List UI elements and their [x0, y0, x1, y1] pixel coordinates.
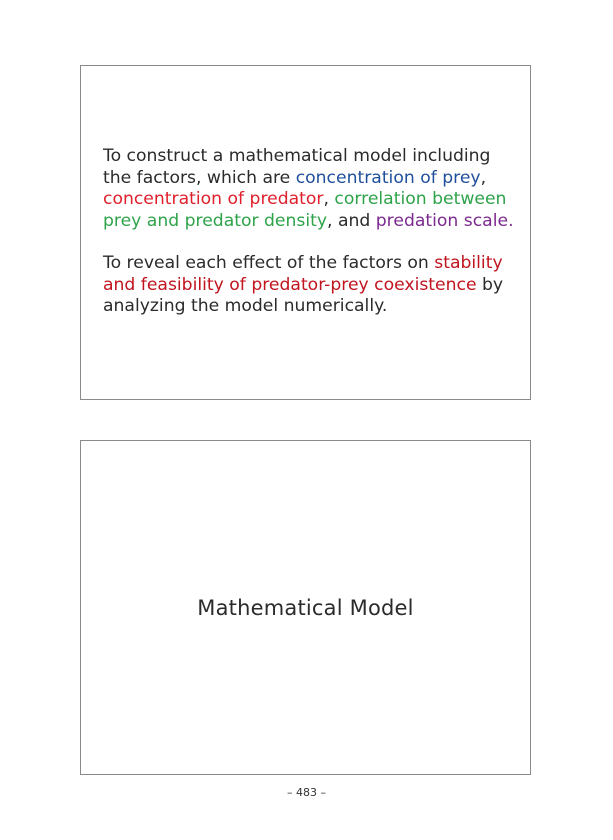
objective-paragraph-2: [103, 253, 518, 318]
objective-paragraph-1: [103, 146, 518, 232]
highlight-predator-concentration: concentration of predator: [103, 189, 324, 209]
highlight-predation-scale: predation scale: [375, 210, 509, 231]
section-title: Mathematical Model: [197, 596, 414, 620]
text-segment: ,: [323, 189, 335, 209]
slide-section-title: [80, 440, 531, 775]
text-segment: by analyzing the model numerically.: [103, 274, 504, 316]
highlight-prey-concentration: concentration of prey: [295, 167, 481, 188]
highlight-stability-feasibility: stability and feasibility of predator-prey coexistence: [103, 253, 503, 295]
page-number: – 483 –: [287, 786, 326, 799]
slide-objectives: [80, 65, 531, 400]
text-segment: ,: [480, 167, 487, 188]
slide-body-text: [103, 146, 518, 318]
text-segment: To construct a mathematical model including the factors, which are: [103, 146, 491, 188]
highlight-correlation: correlation between prey and predator density: [103, 189, 507, 231]
text-segment: .: [508, 210, 514, 231]
text-segment: , and: [327, 210, 376, 231]
text-segment: To reveal each effect of the factors on: [103, 253, 435, 273]
